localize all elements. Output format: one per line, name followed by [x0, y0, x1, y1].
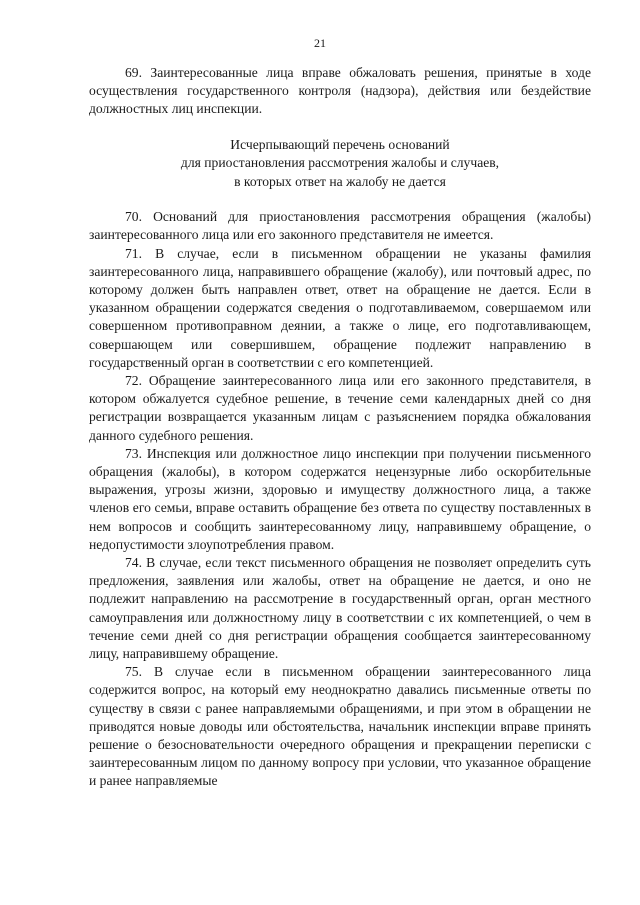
heading-line-2: для приостановления рассмотрения жалобы и случаев,: [180, 155, 500, 171]
paragraph-75: 75. В случае если в письменном обращении заинтересованного лица содержится вопрос, на который ему неоднократно давались письменные ответы по существу в связи с ранее направляемыми обращениями, и при этом в обращении не приводятся новые доводы или обстоятельства, начальник инспекции вправе принять решение о безосновательности очередного обращения и прекращении переписки с заинтересованным лицом по данному вопросу при условии, что указанное обращение и ранее направляемые: [89, 664, 591, 789]
paragraph-73: 73. Инспекция или должностное лицо инспекции при получении письменного обращения (жалобы), в котором содержатся нецензурные либо оскорбительные выражения, угрозы жизни, здоровью и имуществу должностного лица, а также членов его семьи, вправе оставить обращение без ответа по существу поставленных в нем вопросов и сообщить заинтересованному лицу, направившему обращение, о недопустимости злоупотребления правом.: [89, 445, 591, 552]
document-body: [89, 64, 591, 791]
heading-line-1: Исчерпывающий перечень оснований: [230, 136, 450, 152]
page-number: 21: [314, 36, 326, 50]
paragraph-70: 70. Оснований для приостановления рассмотрения обращения (жалобы) заинтересованного лица или его законного представителя не имеется.: [89, 209, 591, 243]
paragraph-69: 69. Заинтересованные лица вправе обжаловать решения, принятые в ходе осуществления государственного контроля (надзора), действия или бездействие должностных лиц инспекции.: [89, 65, 591, 117]
heading-line-3: в которых ответ на жалобу не дается: [234, 173, 446, 189]
paragraph-72: 72. Обращение заинтересованного лица или его законного представителя, в котором обжалуется судебное решение, в течение семи календарных дней со дня регистрации возвращается указанным лицам с разъяснением порядка обжалования данного судебного решения.: [89, 372, 591, 443]
section-heading: [89, 136, 591, 192]
paragraph-71: 71. В случае, если в письменном обращении не указаны фамилия заинтересованного лица, направившего обращение (жалобу), или почтовый адрес, по которому должен быть направлен ответ, ответ на обращение не дается. Если в указанном обращении содержатся сведения о подготавливаемом, совершаемом или совершенном противоправном деянии, а также о лице, его подготавливающем, совершающем или совершившем, обращение подлежит направлению в государственный орган в соответствии с его компетенцией.: [89, 245, 591, 370]
paragraph-74: 74. В случае, если текст письменного обращения не позволяет определить суть предложения, заявления или жалобы, ответ на обращение не дается, и оно не подлежит направлению на рассмотрение в государственный орган, орган местного самоуправления или должностному лицу в соответствии с их компетенцией, о чем в течение семи дней со дня регистрации обращения сообщается заинтересованному лицу, направившему обращение.: [89, 554, 591, 661]
